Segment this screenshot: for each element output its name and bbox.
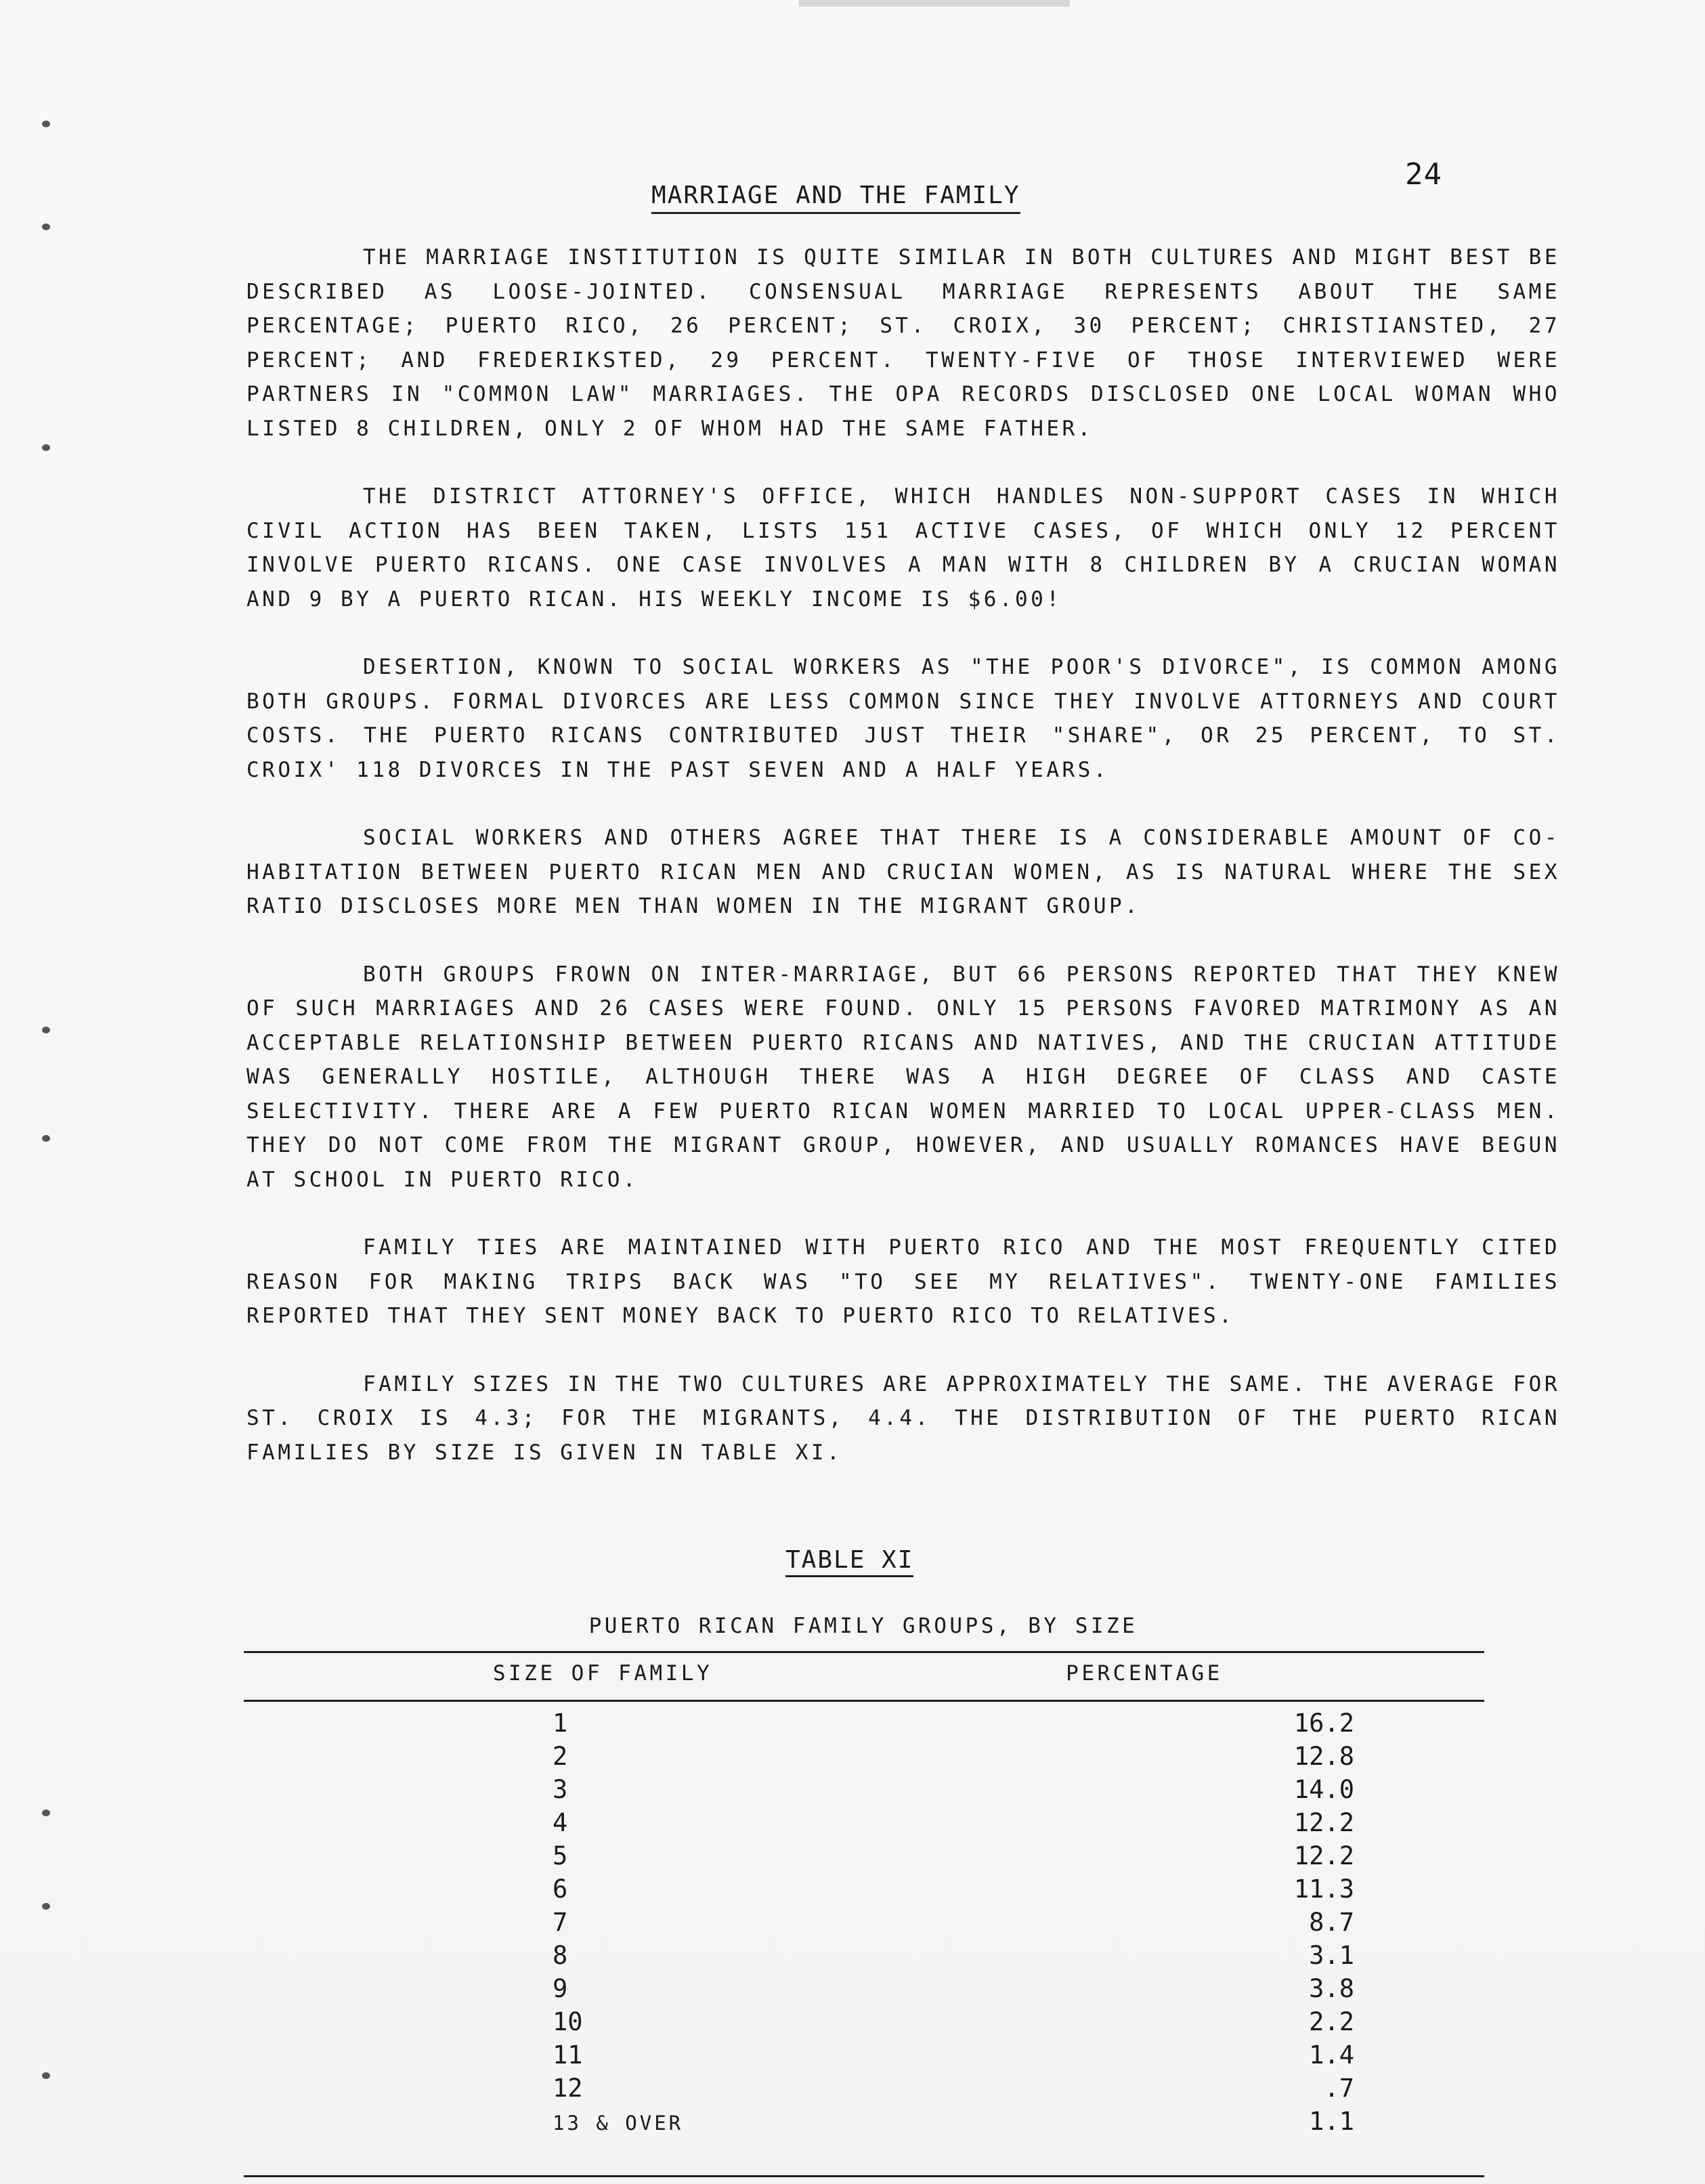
binding-hole-mark bbox=[42, 2072, 50, 2079]
paragraph: DESERTION, KNOWN TO SOCIAL WORKERS AS "THE POOR'S DIVORCE", IS COMMON AMONG BOTH GROUPS. FORMAL DIVORCES ARE LESS COMMON SINCE THEY INVOLVE ATTORNEYS AND COURT COSTS. THE PUERTO RICANS CONTRIBUTED JUST THEIR "SHARE", OR 25 PERCENT, TO ST. CROIX' 118 DIVORCES IN THE PAST SEVEN AND A HALF YEARS. bbox=[246, 655, 1560, 782]
binding-hole-mark bbox=[42, 121, 50, 127]
percentage-cell: 16.2 bbox=[1293, 1709, 1354, 1738]
percentage-cell: 3.8 bbox=[1309, 1974, 1354, 2003]
table-row bbox=[244, 1972, 1484, 2005]
table-title: TABLE XI bbox=[785, 1546, 913, 1577]
percentage-cell: 1.1 bbox=[1309, 2107, 1354, 2136]
family-size-cell: 2 bbox=[553, 1742, 568, 1771]
table-row bbox=[244, 2105, 1484, 2138]
table-row bbox=[244, 1872, 1484, 1906]
family-size-cell: 5 bbox=[553, 1841, 568, 1870]
table-row bbox=[244, 1839, 1484, 1872]
section-title: MARRIAGE AND THE FAMILY bbox=[651, 181, 1020, 214]
percentage-cell: 3.1 bbox=[1309, 1941, 1354, 1970]
percentage-cell: 12.2 bbox=[1293, 1841, 1354, 1870]
table-row bbox=[244, 1806, 1484, 1839]
family-size-cell: 4 bbox=[553, 1808, 568, 1837]
paragraph: THE MARRIAGE INSTITUTION IS QUITE SIMILAR IN BOTH CULTURES AND MIGHT BEST BE DESCRIBED AS LOOSE-JOINTED. CONSENSUAL MARRIAGE REPRESENTS ABOUT THE SAME PERCENTAGE; PUERTO RICO, 26 PERCENT; ST. CROIX, 30 PERCENT; CHRISTIANSTED, 27 PERCENT; AND FREDERIKSTED, 29 PERCENT. TWENTY-FIVE OF THOSE INTERVIEWED WERE PARTNERS IN "COMMON LAW" MARRIAGES. THE OPA RECORDS DISCLOSED ONE LOCAL WOMAN WHO LISTED 8 CHILDREN, ONLY 2 OF WHOM HAD THE SAME FATHER. bbox=[246, 245, 1560, 441]
percentage-cell: 2.2 bbox=[1309, 2007, 1354, 2036]
page-number: 24 bbox=[1405, 157, 1442, 192]
family-size-cell: 3 bbox=[553, 1775, 568, 1804]
family-size-label: 13 & OVER bbox=[553, 2112, 684, 2135]
paragraph: THE DISTRICT ATTORNEY'S OFFICE, WHICH HANDLES NON-SUPPORT CASES IN WHICH CIVIL ACTION HAS BEEN TAKEN, LISTS 151 ACTIVE CASES, OF WHICH ONLY 12 PERCENT INVOLVE PUERTO RICANS. ONE CASE INVOLVES A MAN WITH 8 CHILDREN BY A CRUCIAN WOMAN AND 9 BY A PUERTO RICAN. HIS WEEKLY INCOME IS $6.00! bbox=[246, 484, 1560, 612]
table-bottom-rule bbox=[244, 2175, 1484, 2177]
table-caption: PUERTO RICAN FAMILY GROUPS, BY SIZE bbox=[588, 1614, 1138, 1638]
paragraph: SOCIAL WORKERS AND OTHERS AGREE THAT THERE IS A CONSIDERABLE AMOUNT OF CO-HABITATION BETWEEN PUERTO RICAN MEN AND CRUCIAN WOMEN, AS IS NATURAL WHERE THE SEX RATIO DISCLOSES MORE MEN THAN WOMEN IN THE MIGRANT GROUP. bbox=[246, 826, 1560, 918]
binding-hole-mark bbox=[42, 223, 50, 230]
family-size-cell: 8 bbox=[553, 1941, 568, 1970]
paragraph: FAMILY TIES ARE MAINTAINED WITH PUERTO RICO AND THE MOST FREQUENTLY CITED REASON FOR MAKING TRIPS BACK WAS "TO SEE MY RELATIVES". TWENTY-ONE FAMILIES REPORTED THAT THEY SENT MONEY BACK TO PUERTO RICO TO RELATIVES. bbox=[246, 1235, 1560, 1328]
table-row bbox=[244, 1906, 1484, 1939]
table-row bbox=[244, 2072, 1484, 2105]
percentage-cell: 14.0 bbox=[1293, 1775, 1354, 1804]
percentage-cell: 1.4 bbox=[1309, 2040, 1354, 2070]
binding-hole-mark bbox=[42, 444, 50, 451]
percentage-cell: .7 bbox=[1324, 2074, 1354, 2103]
percentage-cell: 12.2 bbox=[1293, 1808, 1354, 1837]
scan-artifact-strip bbox=[799, 0, 1070, 7]
family-size-cell: 6 bbox=[553, 1875, 568, 1904]
table-body bbox=[244, 1707, 1484, 2138]
family-size-cell: 7 bbox=[553, 1908, 568, 1937]
binding-hole-mark bbox=[42, 1810, 50, 1816]
binding-hole-mark bbox=[42, 1135, 50, 1142]
table-header-rule bbox=[244, 1700, 1484, 1702]
percentage-cell: 12.8 bbox=[1293, 1742, 1354, 1771]
column-header-size: SIZE OF FAMILY bbox=[492, 1661, 713, 1686]
table-row bbox=[244, 2038, 1484, 2072]
binding-hole-mark bbox=[42, 1903, 50, 1910]
family-size-cell: 1 bbox=[553, 1709, 568, 1738]
table-row bbox=[244, 2005, 1484, 2038]
paragraph: BOTH GROUPS FROWN ON INTER-MARRIAGE, BUT 66 PERSONS REPORTED THAT THEY KNEW OF SUCH MARRIAGES AND 26 CASES WERE FOUND. ONLY 15 PERSONS FAVORED MATRIMONY AS AN ACCEPTABLE RELATIONSHIP BETWEEN PUERTO RICANS AND NATIVES, AND THE CRUCIAN ATTITUDE WAS GENERALLY HOSTILE, ALTHOUGH THERE WAS A HIGH DEGREE OF CLASS AND CASTE SELECTIVITY. THERE ARE A FEW PUERTO RICAN WOMEN MARRIED TO LOCAL UPPER-CLASS MEN. THEY DO NOT COME FROM THE MIGRANT GROUP, HOWEVER, AND USUALLY ROMANCES HAVE BEGUN AT SCHOOL IN PUERTO RICO. bbox=[246, 962, 1560, 1192]
paragraph: FAMILY SIZES IN THE TWO CULTURES ARE APPROXIMATELY THE SAME. THE AVERAGE FOR ST. CROIX IS 4.3; FOR THE MIGRANTS, 4.4. THE DISTRIBUTION OF THE PUERTO RICAN FAMILIES BY SIZE IS GIVEN IN TABLE XI. bbox=[246, 1371, 1560, 1465]
family-size-cell bbox=[244, 2105, 921, 2138]
table-row bbox=[244, 1707, 1484, 1740]
percentage-cell: 8.7 bbox=[1309, 1908, 1354, 1937]
table-row bbox=[244, 1939, 1484, 1972]
binding-hole-mark bbox=[42, 1027, 50, 1033]
family-size-cell: 12 bbox=[553, 2074, 583, 2103]
table-row bbox=[244, 1740, 1484, 1773]
column-header-percentage: PERCENTAGE bbox=[1066, 1661, 1223, 1686]
table-row bbox=[244, 1773, 1484, 1806]
percentage-cell: 11.3 bbox=[1293, 1875, 1354, 1904]
family-size-cell: 10 bbox=[553, 2007, 583, 2036]
family-size-cell: 9 bbox=[553, 1974, 568, 2003]
body-text bbox=[246, 240, 1560, 1503]
table-top-rule bbox=[244, 1651, 1484, 1653]
family-size-cell: 11 bbox=[553, 2040, 583, 2070]
